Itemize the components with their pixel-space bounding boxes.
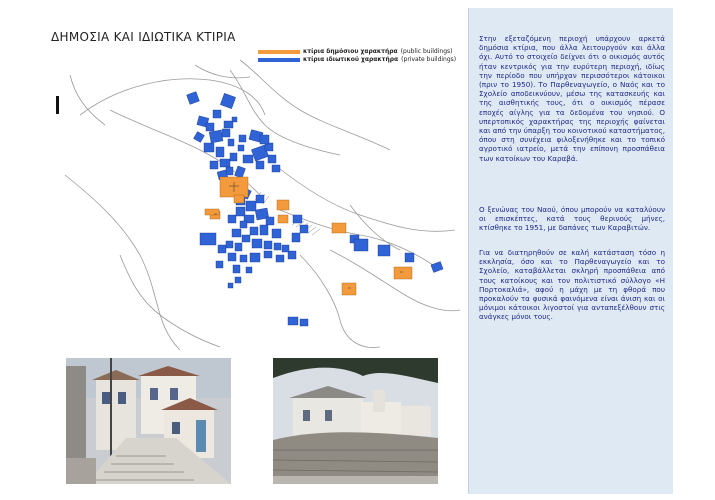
page-title: ΔΗΜΟΣΙΑ ΚΑΙ ΙΔΙΩΤΙΚΑ ΚΤΙΡΙΑ [51,30,236,44]
text-panel [468,8,673,494]
text-paragraph-3: Για να διατηρηθούν σε καλή κατάσταση τόσο η εκκλησία, όσο και το Παρθεναγωγείο και το Σχολείο, καταβάλλεται σκληρή προσπάθεια από τους κατοίκους και τον πολιτιστικό σύλλογο «Η Πορτοκαλιά», αφού η μάχη με τη φθορά που προκαλούν τα φυσικά φαινόμενα είναι άνιση και οι μόνιμοι κάτοικοι λιγοστοί για ανταπεξέλθουν στις ανάγκες μόνοι τους. [479,248,665,322]
legend-swatch-public [258,50,300,54]
village-site-plan [60,55,460,350]
section-marker [56,96,59,114]
legend-label-public: κτίρια δημόσιου χαρακτήρα [303,48,398,55]
photo-village-street [66,358,231,484]
text-paragraph-2: Ο ξενώνας του Ναού, όπου μπορούν να καταλύουν οι επισκέπτες, κατά τους θερινούς μήνες, κτίσθηκε το 1951, με δαπάνες των Καραβιτών. [479,205,665,233]
photo-church-wall [273,358,438,484]
legend-label-private: κτίρια ιδιωτικού χαρακτήρα [303,56,399,63]
legend-note-private: (private buildings) [401,56,457,63]
text-paragraph-1: Στην εξεταζόμενη περιοχή υπάρχουν αρκετά δημόσια κτίρια, που άλλα λειτουργούν και άλλα όχι. Αυτό το στοιχείο δείχνει ότι ο οικισμός αυτός ήταν κεντρικός για την ευρύτερη περιοχή, ιδίως την περίοδο που υπήρχαν περισσότεροι κάτοικοι (πριν το 1950). Το Παρθεναγωγείο, ο Ναός και το Σχολείο αποδεικνύουν, μέσω της κατασκευής και της αισθητικής τους, ότι ο οικισμός πέρασε εποχές αίγλης για τα δεδομένα του νησιού. Ο υπερτοπικός χαρακτήρας της περιοχής φαίνεται και από την ύπαρξη του κοινοτικού καταστήματος, όπου στη συνέχεια φιλοξενήθηκε και το τοπικό αγροτικό ιατρείο, μετά την επίπονη προσπάθεια των κατοίκων του Καραβά. [479,34,665,163]
legend-note-public: (public buildings) [400,48,453,55]
